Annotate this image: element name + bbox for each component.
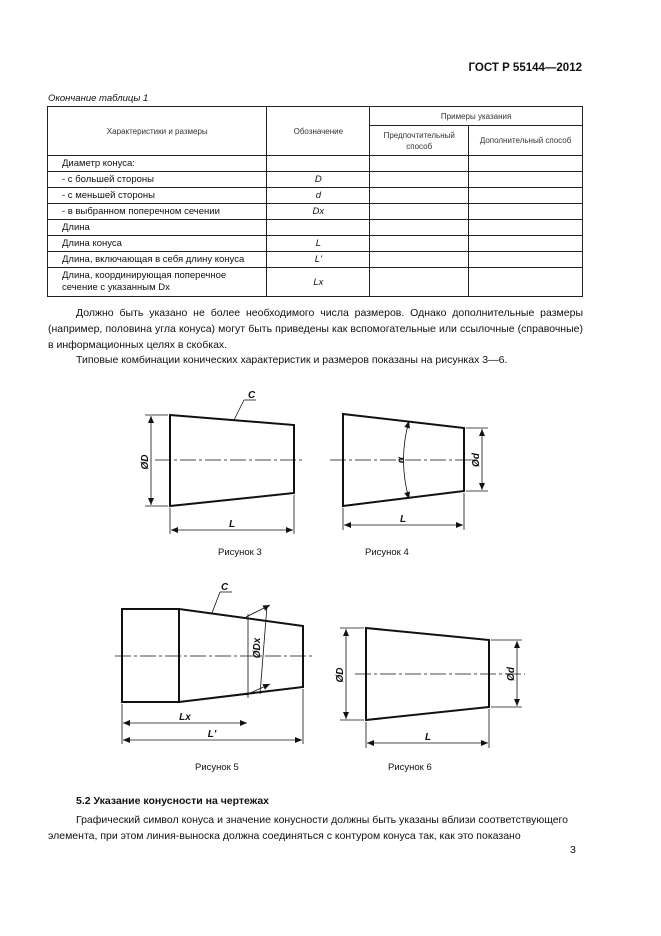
row-name: - с меньшей стороны [48, 188, 267, 204]
fig4-label-l: L [399, 514, 407, 525]
col-header-examples: Примеры указания [370, 107, 583, 126]
fig3-label-l: L [228, 519, 236, 530]
document-header: ГОСТ Р 55144—2012 [468, 62, 582, 74]
figure-6-drawing [340, 628, 525, 748]
row-name: Длина [48, 220, 267, 236]
fig6-label-dd: ØD [335, 667, 346, 683]
section-title: 5.2 Указание конусности на чертежах [76, 795, 270, 807]
row-name: Длина, координирующая поперечное сечение с указанным Dx [48, 268, 267, 297]
fig5-label-lp: L' [207, 729, 217, 740]
col-header-preferred: Предпочтительный способ [370, 126, 469, 156]
fig4-label-d: Ød [471, 453, 482, 467]
table-caption: Окончание таблицы 1 [48, 93, 149, 104]
fig5-label-dx: ØDx [252, 637, 263, 659]
row-name: Диаметр конуса: [48, 156, 267, 172]
figure-5-drawing [115, 592, 312, 744]
row-symbol: D [267, 172, 370, 188]
fig5-label-lx: Lx [179, 712, 191, 723]
figure-4-drawing [330, 414, 488, 530]
page-number: 3 [570, 844, 576, 856]
row-symbol: d [267, 188, 370, 204]
row-symbol: L [267, 236, 370, 252]
col-header-additional: Дополнительный способ [469, 126, 583, 156]
fig4-label-alpha: α [396, 456, 407, 464]
row-symbol: Lx [267, 268, 370, 297]
figure-6-caption: Рисунок 6 [388, 762, 432, 773]
paragraph-combinations: Типовые комбинации конических характеристик и размеров показаны на рисунках 3—6. [76, 354, 508, 366]
row-name: - с большей стороны [48, 172, 267, 188]
figure-3-drawing [145, 400, 302, 534]
fig3-label-d: ØD [140, 454, 151, 470]
fig6-label-l: L [424, 732, 432, 743]
paragraph-sizes: Должно быть указано не более необходимого числа размеров. Однако дополнительные размеры (например, половина угла конуса) могут быть приведены как вспомогательные или ссылочные (справочные) в информационных целях в скобках. [48, 307, 583, 351]
figure-5-caption: Рисунок 5 [195, 762, 239, 773]
fig3-label-c: C [248, 390, 256, 401]
row-symbol: Dx [267, 204, 370, 220]
figure-4-caption: Рисунок 4 [365, 547, 409, 558]
row-name: - в выбранном поперечном сечении [48, 204, 267, 220]
fig6-label-d: Ød [506, 667, 517, 681]
row-symbol: L' [267, 252, 370, 268]
col-header-characteristics: Характеристики и размеры [48, 107, 267, 156]
row-name: Длина, включающая в себя длину конуса [48, 252, 267, 268]
paragraph-taper-symbol: Графический символ конуса и значение конусности должны быть указаны вблизи соответствующего элемента, при этом линия-выноска должна соединяться с контуром конуса так, как это показано [48, 814, 568, 842]
fig5-label-c: C [221, 582, 229, 593]
col-header-designation: Обозначение [267, 107, 370, 156]
figure-3-caption: Рисунок 3 [218, 547, 262, 558]
row-name: Длина конуса [48, 236, 267, 252]
